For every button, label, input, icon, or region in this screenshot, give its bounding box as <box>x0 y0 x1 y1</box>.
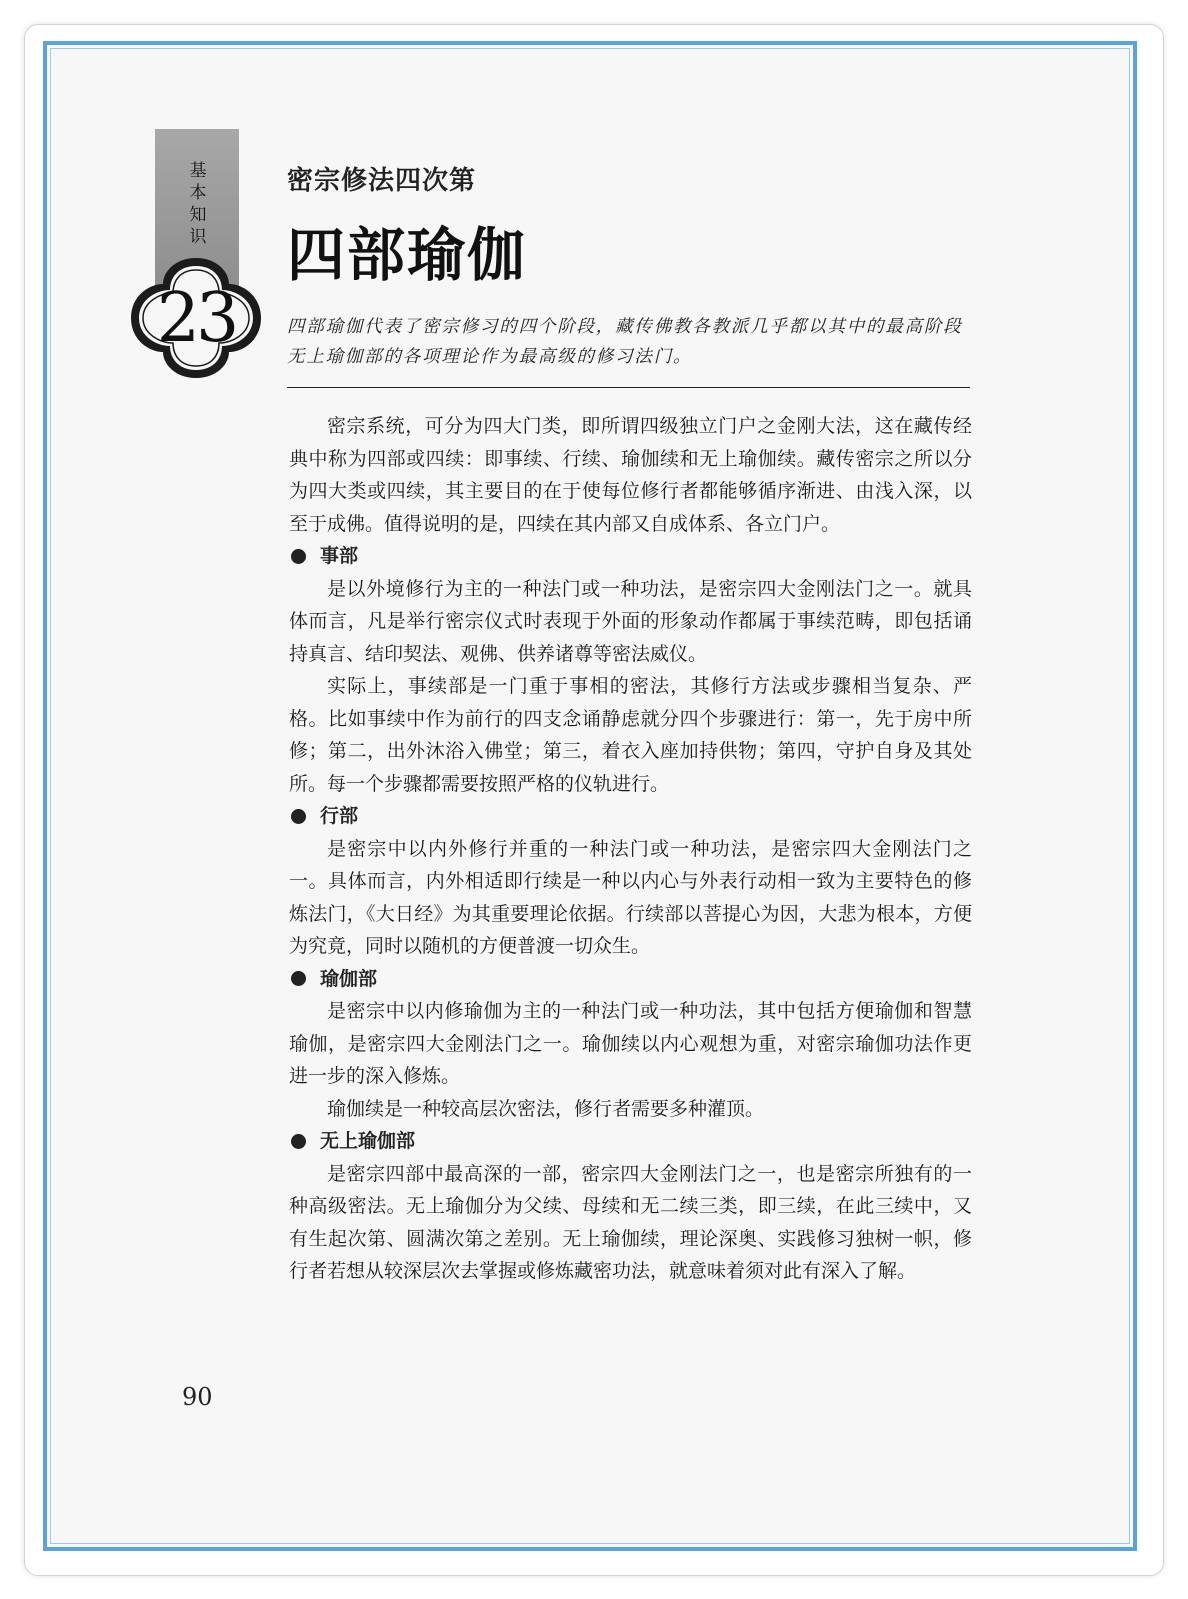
section-heading-label: 无上瑜伽部 <box>320 1130 416 1152</box>
filled-circle-bullet-icon <box>291 971 306 986</box>
paragraph: 是密宗中以内外修行并重的一种法门或一种功法，是密宗四大金刚法门之一。具体而言，内外相适即行续是一种以内心与外表行动相一致为主要特色的修炼法门，《大日经》为其重要理论依据。行续部以菩提心为因，大悲为根本，方便为究竟，同时以随机的方便普渡一切众生。 <box>289 837 972 957</box>
filled-circle-bullet-icon <box>291 549 306 564</box>
filled-circle-bullet-icon <box>291 809 306 824</box>
intro-divider <box>287 387 970 388</box>
section-heading-label: 事部 <box>320 545 359 567</box>
section-heading-xingbu <box>289 800 972 833</box>
section-heading-label: 行部 <box>320 805 359 827</box>
section-heading-shibu <box>289 540 972 573</box>
paragraph: 瑜伽续是一种较高层次密法，修行者需要多种灌顶。 <box>327 1097 765 1120</box>
chapter-intro: 四部瑜伽代表了密宗修习的四个阶段，藏传佛教各教派几乎都以其中的最高阶段无上瑜伽部的各项理论作为最高级的修习法门。 <box>287 317 963 367</box>
chapter-subtitle: 密宗修法四次第 <box>287 166 477 196</box>
section-heading-label: 瑜伽部 <box>320 967 378 990</box>
paragraph: 是以外境修行为主的一种法门或一种功法，是密宗四大金刚法门之一。就具体而言，凡是举行密宗仪式时表现于外面的形象动作都属于事续范畴，即包括诵持真言、结印契法、观佛、供养诸尊等密法威仪。 <box>289 577 972 665</box>
chapter-number: 23 <box>156 278 236 358</box>
paragraph: 密宗系统，可分为四大门类，即所谓四级独立门户之金刚大法，这在藏传经典中称为四部或四续：即事续、行续、瑜伽续和无上瑜伽续。藏传密宗之所以分为四大类或四续，其主要目的在于使每位修行者都能够循序渐进、由浅入深，以至于成佛。值得说明的是，四续在其内部又自成体系、各立门户。 <box>289 415 972 535</box>
chapter-title: 四部瑜伽 <box>287 221 528 289</box>
paragraph: 是密宗四部中最高深的一部，密宗四大金刚法门之一，也是密宗所独有的一种高级密法。无上瑜伽分为父续、母续和无二续三类，即三续，在此三续中，又有生起次第、圆满次第之差别。无上瑜伽续，理论深奥、实践修习独树一帜，修行者若想从较深层次去掌握或修炼藏密功法，就意味着须对此有深入了解。 <box>289 1162 972 1282</box>
paragraph: 实际上，事续部是一门重于事相的密法，其修行方法或步骤相当复杂、严格。比如事续中作为前行的四支念诵静虑就分四个步骤进行：第一，先于房中所修；第二，出外沐浴入佛堂；第三，着衣入座加持供物；第四，守护自身及其处所。每一个步骤都需要按照严格的仪轨进行。 <box>289 675 972 795</box>
page-number: 90 <box>182 1383 213 1411</box>
paragraph: 是密宗中以内修瑜伽为主的一种法门或一种功法，其中包括方便瑜伽和智慧瑜伽，是密宗四大金刚法门之一。瑜伽续以内心观想为重，对密宗瑜伽功法作更进一步的深入修炼。 <box>289 1000 972 1087</box>
section-tab-label: 基本知识 <box>189 161 207 247</box>
section-heading-wushang <box>289 1125 972 1158</box>
body-text <box>289 410 972 1288</box>
section-heading-yujiabu <box>289 963 972 996</box>
filled-circle-bullet-icon <box>291 1134 306 1149</box>
